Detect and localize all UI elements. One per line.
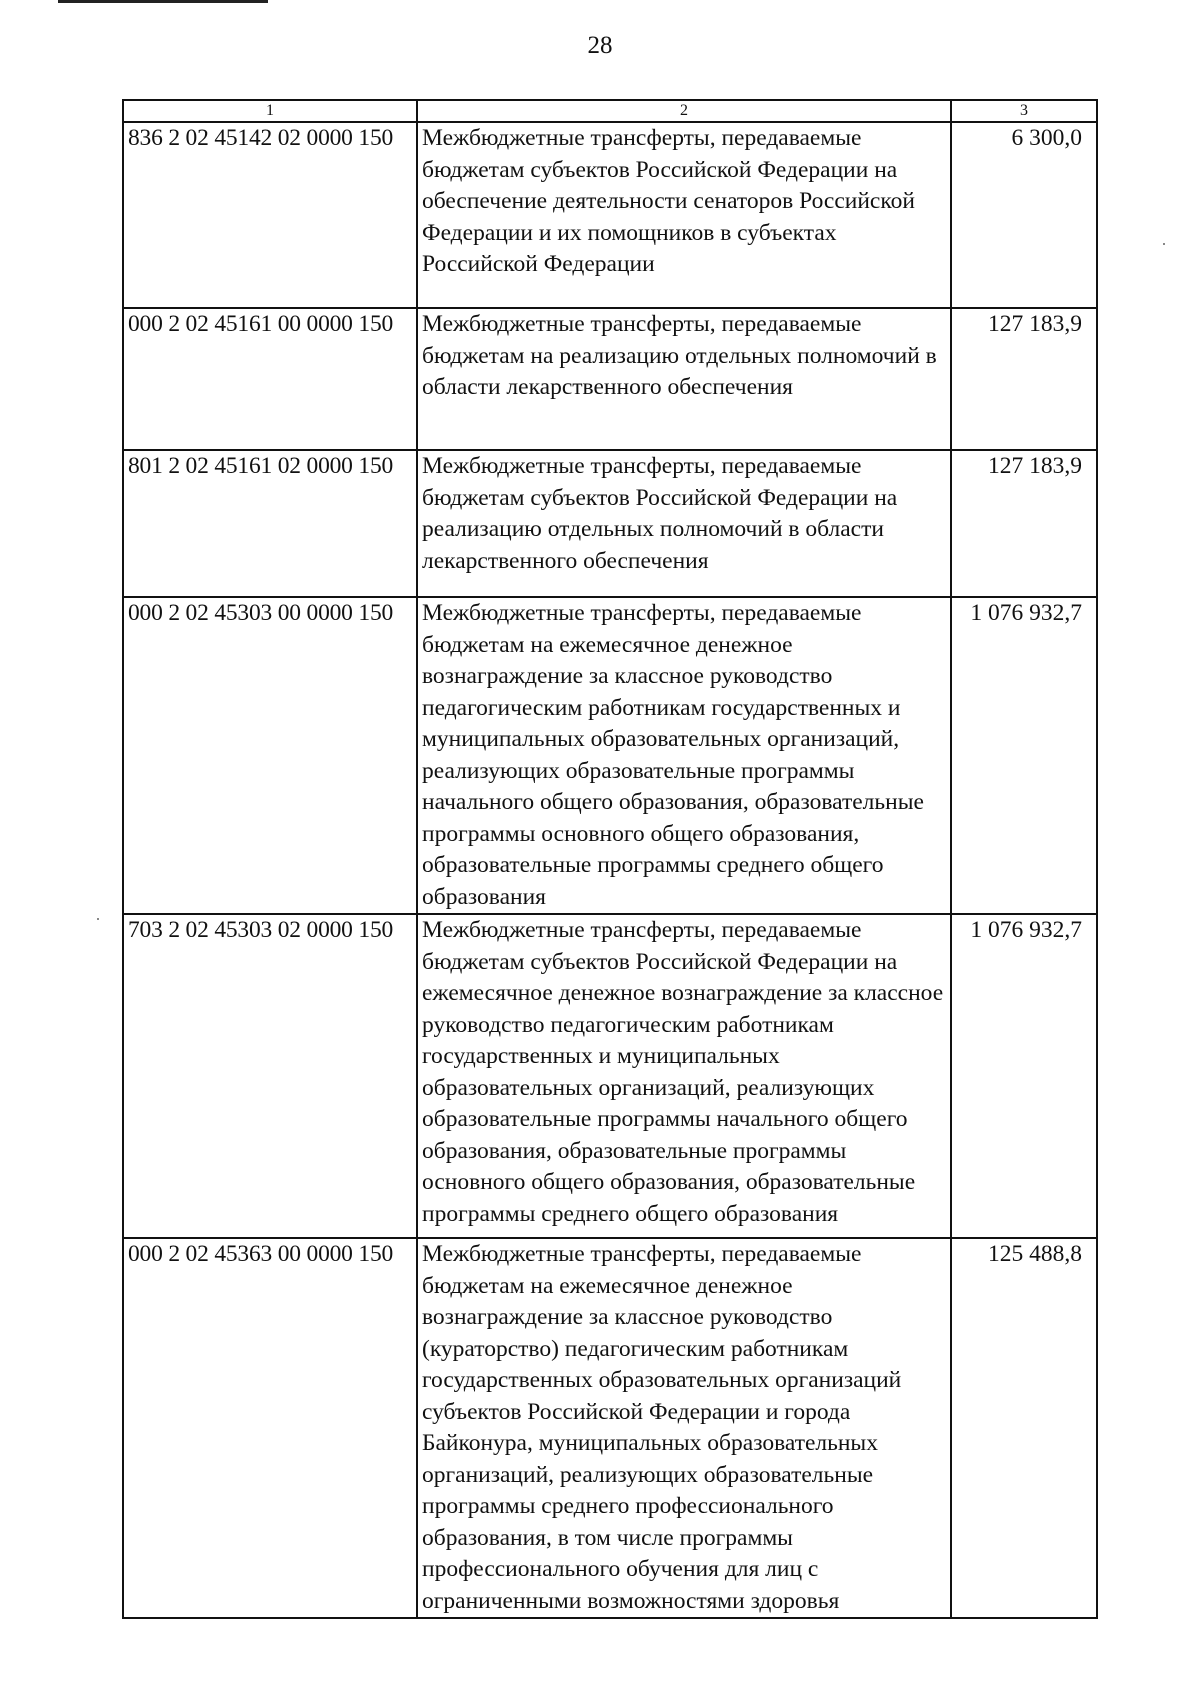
table-row [123,597,1097,914]
row-code: 836 2 02 45142 02 0000 150 [123,122,417,308]
table-row [123,914,1097,1238]
column-header-3: 3 [951,100,1097,122]
row-amount: 1 076 932,7 [951,914,1097,1238]
row-name: Межбюджетные трансферты, передаваемые бюджетам субъектов Российской Федерации на обеспечение деятельности сенаторов Российской Федерации и их помощников в субъектах Российской Федерации [417,122,951,308]
row-amount: 127 183,9 [951,308,1097,450]
row-name: Межбюджетные трансферты, передаваемые бюджетам на реализацию отдельных полномочий в области лекарственного обеспечения [417,308,951,450]
scan-speck [97,918,99,920]
row-name: Межбюджетные трансферты, передаваемые бюджетам на ежемесячное денежное вознаграждение за классное руководство (кураторство) педагогическим работникам государственных образовательных организаций субъектов Российской Федерации и города Байконура, муниципальных образовательных организаций, реализующих образовательные программы среднего профессионального образования, в том числе программы профессионального обучения для лиц с ограниченными возможностями здоровья [417,1238,951,1618]
row-amount: 125 488,8 [951,1238,1097,1618]
row-code: 801 2 02 45161 02 0000 150 [123,450,417,597]
scan-speck [1163,243,1165,245]
row-amount: 6 300,0 [951,122,1097,308]
table-header-row [123,100,1097,122]
page-number: 28 [587,32,613,59]
top-rule [58,0,268,3]
row-name: Межбюджетные трансферты, передаваемые бюджетам на ежемесячное денежное вознаграждение за классное руководство педагогическим работникам государственных и муниципальных образовательных организаций, реализующих образовательные программы начального общего образования, образовательные программы основного общего образования, образовательные программы среднего общего образования [417,597,951,914]
column-header-2: 2 [417,100,951,122]
row-code: 000 2 02 45363 00 0000 150 [123,1238,417,1618]
row-amount: 127 183,9 [951,450,1097,597]
table-row [123,122,1097,308]
row-amount: 1 076 932,7 [951,597,1097,914]
row-code: 703 2 02 45303 02 0000 150 [123,914,417,1238]
row-name: Межбюджетные трансферты, передаваемые бюджетам субъектов Российской Федерации на реализацию отдельных полномочий в области лекарственного обеспечения [417,450,951,597]
table-row [123,1238,1097,1618]
column-header-1: 1 [123,100,417,122]
row-code: 000 2 02 45303 00 0000 150 [123,597,417,914]
budget-table [122,99,1098,1619]
row-name: Межбюджетные трансферты, передаваемые бюджетам субъектов Российской Федерации на ежемесячное денежное вознаграждение за классное руководство педагогическим работникам государственных и муниципальных образовательных организаций, реализующих образовательные программы начального общего образования, образовательные программы основного общего образования, образовательные программы среднего общего образования [417,914,951,1238]
table-row [123,308,1097,450]
row-code: 000 2 02 45161 00 0000 150 [123,308,417,450]
table-row [123,450,1097,597]
